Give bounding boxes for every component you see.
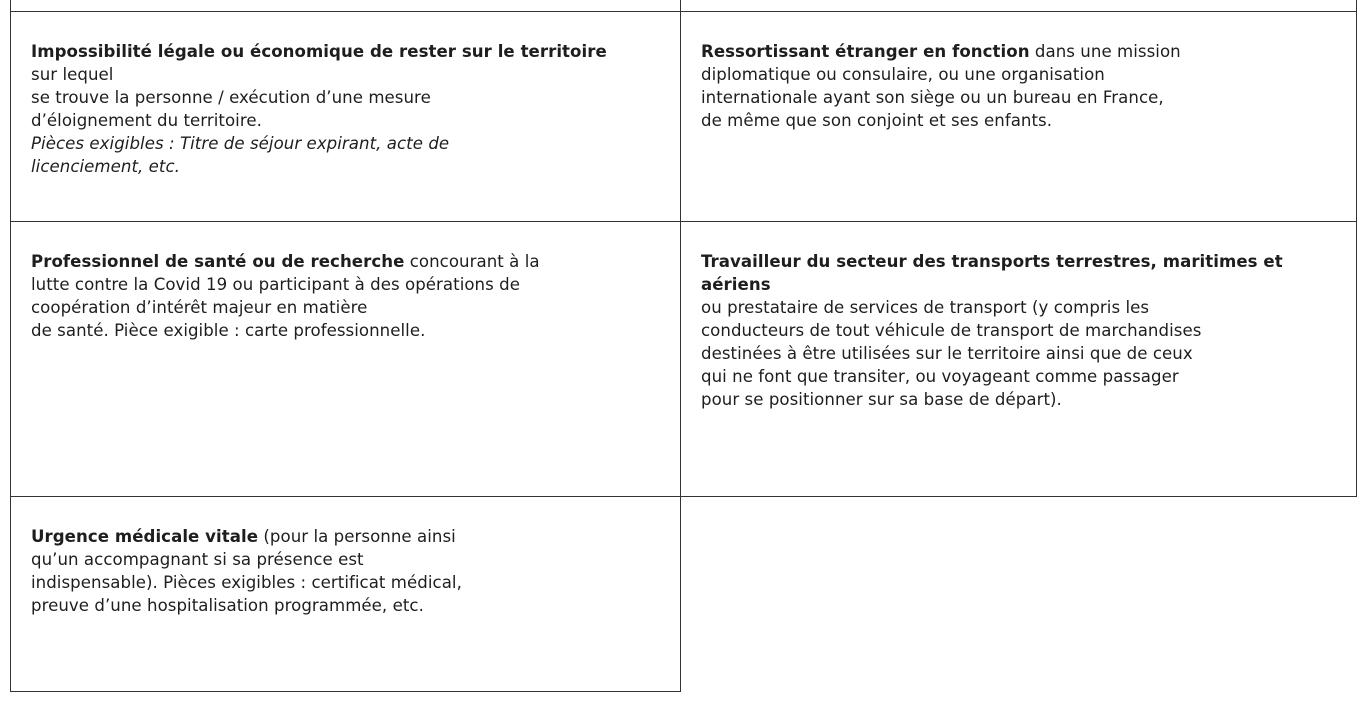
table-cell-medical-emergency (10, 496, 681, 692)
cell-heading: Urgence médicale vitale (31, 527, 259, 546)
table-cell-transport-worker (680, 221, 1357, 497)
cell-required-documents: licenciement, etc. (31, 157, 180, 176)
cell-text-line: lutte contre la Covid 19 ou participant à des opérations de (31, 275, 520, 294)
cell-text-line: qu’un accompagnant si sa présence est (31, 550, 364, 569)
cell-text-line: de santé. Pièce exigible : carte professionnelle. (31, 321, 426, 340)
cell-heading: Ressortissant étranger en fonction (701, 42, 1030, 61)
cell-heading: Travailleur du secteur des transports terrestres, maritimes et (701, 252, 1283, 271)
cell-text-line: se trouve la personne / exécution d’une mesure (31, 88, 431, 107)
cell-first-line (31, 525, 660, 548)
table-cell-health-professional (10, 221, 681, 497)
cell-heading: Professionnel de santé ou de recherche (31, 252, 405, 271)
cell-text-line: coopération d’intérêt majeur en matière (31, 298, 368, 317)
cell-text-line: diplomatique ou consulaire, ou une organisation (701, 65, 1105, 84)
cell-text-line: indispensable). Pièces exigibles : certificat médical, (31, 573, 462, 592)
cell-text-line: ou prestataire de services de transport (y compris les (701, 298, 1150, 317)
cell-text-line: preuve d’une hospitalisation programmée, etc. (31, 596, 424, 615)
cell-text-line: destinées à être utilisées sur le territoire ainsi que de ceux (701, 344, 1193, 363)
cell-text-line: conducteurs de tout véhicule de transport de marchandises (701, 321, 1202, 340)
cell-text-line: internationale ayant son siège ou un bureau en France, (701, 88, 1164, 107)
cell-first-line (31, 250, 660, 273)
cell-required-documents: Pièces exigibles : Titre de séjour expirant, acte de (31, 134, 450, 153)
cell-heading: Impossibilité légale ou économique de rester sur le territoire (31, 42, 607, 61)
cell-text: dans une mission (1029, 42, 1181, 61)
cell-text: (pour la personne ainsi (258, 527, 456, 546)
cell-text-line: sur lequel (31, 65, 114, 84)
table-cell-foreign-national (680, 11, 1357, 222)
cell-heading: aériens (701, 275, 771, 294)
table-cell-legal-impossibility (10, 11, 681, 222)
cell-text-line: d’éloignement du territoire. (31, 111, 262, 130)
cell-text-line: qui ne font que transiter, ou voyageant comme passager (701, 367, 1179, 386)
cell-text-line: pour se positionner sur sa base de départ). (701, 390, 1062, 409)
cell-text: concourant à la (404, 252, 540, 271)
cell-text-line: de même que son conjoint et ses enfants. (701, 111, 1053, 130)
cell-first-line (701, 40, 1336, 63)
